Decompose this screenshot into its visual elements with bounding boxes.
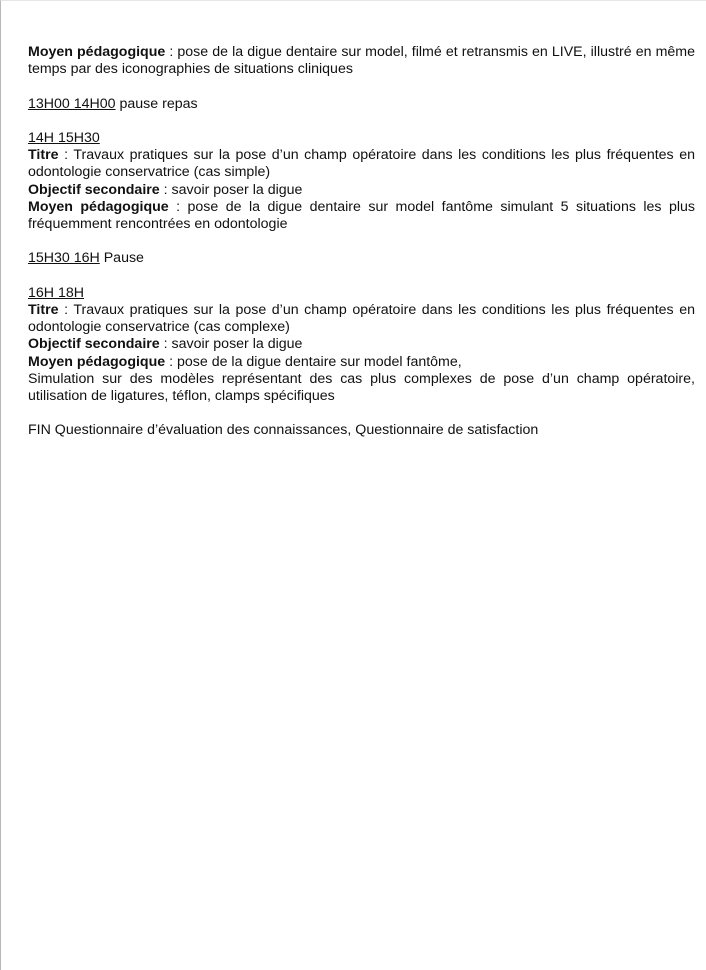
intro-moyen-paragraph [28,44,695,78]
session2-titre-label: Titre [28,301,59,318]
spacer [28,78,695,95]
session1-titre-text: Travaux pratiques sur la pose d’un champ opératoire dans les conditions les plus fréquentes en odontologie conservatrice (cas simple) [28,147,695,181]
session2-objectif-label: Objectif secondaire [28,336,160,353]
session2-time-line [28,285,695,302]
session2-objectif-paragraph [28,336,695,353]
lunch-time: 13H00 14H00 [28,95,116,112]
session2-moyen-sep: : [165,353,177,370]
spacer [28,233,695,250]
session2-simulation-paragraph: Simulation sur des modèles représentant des cas plus complexes de pose d’un champ opératoire, utilisation de ligatures, téflon, clamps spécifiques [28,370,695,404]
document-body [28,44,695,440]
spacer [28,405,695,422]
break-time: 15H30 16H [28,250,100,267]
intro-moyen-label: Moyen pédagogique [28,44,166,60]
session1-time: 14H 15H30 [28,129,100,146]
session2-moyen-text: pose de la digue dentaire sur model fantôme, [176,353,462,370]
session1-time-line [28,130,695,147]
break-text: Pause [99,250,144,267]
lunch-text: pause repas [115,95,198,112]
session1-moyen-label: Moyen pédagogique [28,198,169,215]
spacer [28,113,695,130]
closing-line: FIN Questionnaire d’évaluation des connaissances, Questionnaire de satisfaction [28,422,539,439]
session1-titre-paragraph [28,147,695,181]
session2-titre-paragraph [28,302,695,336]
session2-time: 16H 18H [28,284,84,301]
spacer [28,268,695,285]
session2-titre-sep: : [58,301,74,318]
lunch-line [28,96,695,113]
session1-objectif-paragraph [28,182,695,199]
session2-objectif-sep: : [159,336,172,353]
intro-moyen-sep: : [165,44,178,60]
session1-moyen-paragraph [28,199,695,233]
session1-titre-label: Titre [28,147,59,164]
session2-titre-text: Travaux pratiques sur la pose d’un champ opératoire dans les conditions les plus fréquentes en odontologie conservatrice (cas complexe) [28,301,695,336]
session2-objectif-text: savoir poser la digue [171,336,303,353]
session1-objectif-text: savoir poser la digue [171,181,303,198]
session2-moyen-paragraph [28,354,695,371]
session1-moyen-sep: : [168,198,188,215]
session1-moyen-text: pose de la digue dentaire sur model fantôme simulant 5 situations les plus fréquemment rencontrées en odontologie [28,198,695,232]
session1-titre-sep: : [58,147,74,164]
session2-moyen-label: Moyen pédagogique [28,353,166,370]
intro-moyen-text: pose de la digue dentaire sur model, filmé et retransmis en LIVE, illustré en même temps par des iconographies de situations cliniques [28,44,696,78]
session1-objectif-label: Objectif secondaire [28,181,160,198]
break-line [28,250,695,267]
session1-objectif-sep: : [159,181,172,198]
